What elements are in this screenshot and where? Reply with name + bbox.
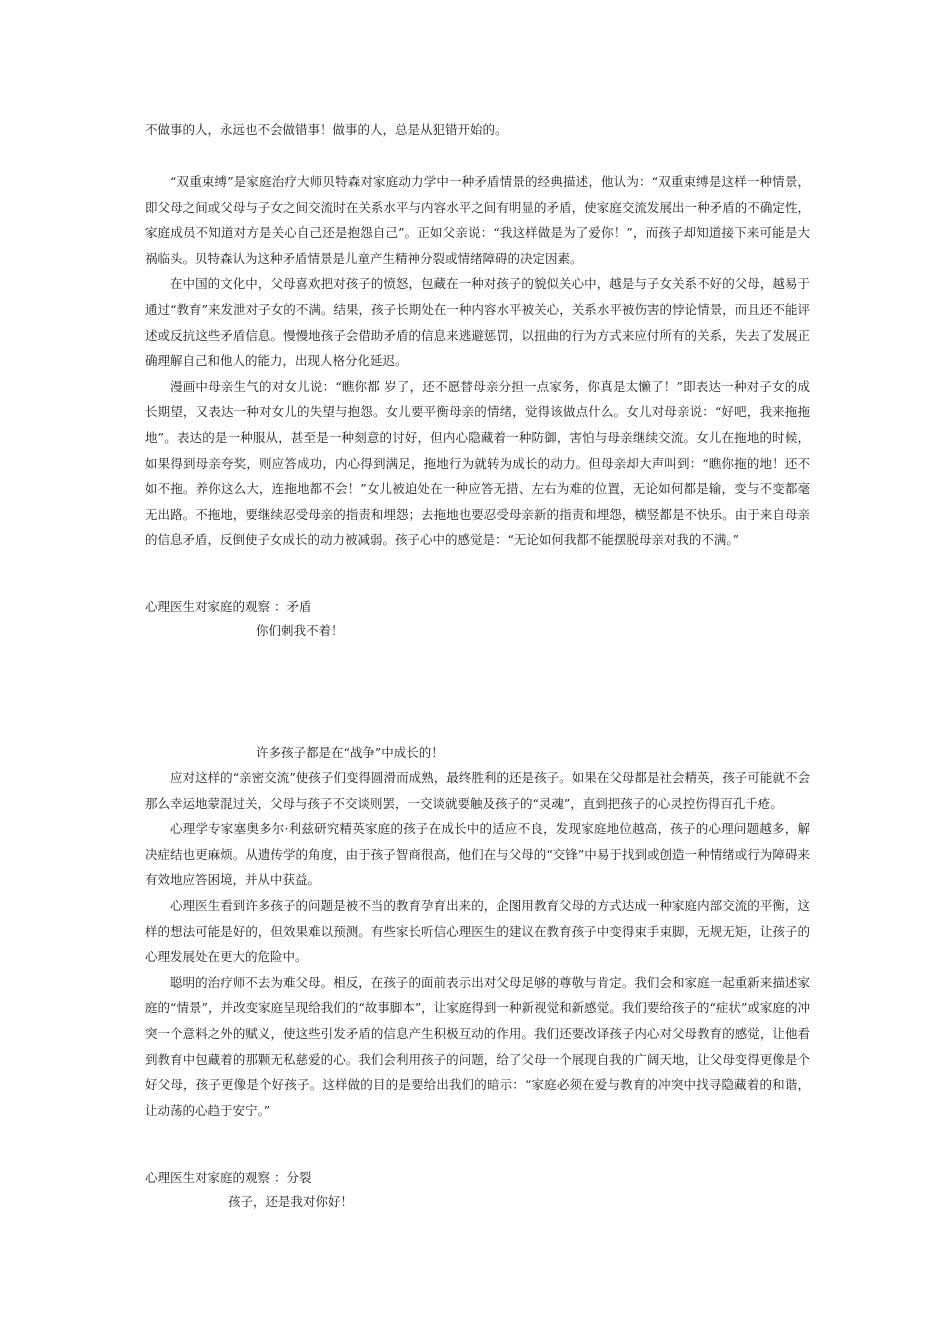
- paragraph: “双重束缚”是家庭治疗大师贝特森对家庭动力学中一种矛盾情景的经典描述，他认为：“双重束缚是这样一种情景，即父母之间或父母与子女之间交流时在关系水平与内容水平之间有明显的矛盾，使家庭交流发展出一种矛盾的不确定性，家庭成员不知道对方是关心自己还是抱怨自己”。正如父亲说：“我这样做是为了爱你！”，而孩子却知道接下来可能是大祸临头。贝特森认为这种矛盾情景是儿童产生精神分裂或情绪障碍的决定因素。: [145, 174, 810, 266]
- paragraph: 漫画中母亲生气的对女儿说：“瞧你都 岁了，还不愿替母亲分担一点家务，你真是太懒了！”即表达一种对子女的成长期望，又表达一种对女儿的失望与抱怨。女儿要平衡母亲的情绪，觉得该做点什么。女儿对母亲说：“好吧，我来拖拖地”。表达的是一种服从，甚至是一种刻意的讨好，但内心隐藏着一种防御，害怕与母亲继续交流。女儿在拖地的时候，如果得到母亲夸奖，则应答成功，内心得到满足，拖地行为就转为成长的动力。但母亲却大声叫到：“瞧你拖的地！还不如不拖。养你这么大，连拖地都不会！”女儿被迫处在一种应答无措、左右为难的位置，无论如何都是输，变与不变都毫无出路。不拖地，要继续忍受母亲的指责和埋怨；去拖地也要忍受母亲新的指责和埋怨，横竖都是不快乐。由于来自母亲的信息矛盾，反倒使子女成长的动力被减弱。孩子心中的感觉是：“无论如何我都不能摆脱母亲对我的不满。”: [145, 378, 810, 548]
- paragraph: 心理学专家塞奥多尔·利兹研究精英家庭的孩子在成长中的适应不良，发现家庭地位越高，孩子的心理问题越多，解决症结也更麻烦。从遗传学的角度，由于孩子智商很高，他们在与父母的“交锋”中易于找到或创造一种情绪或行为障碍来有效地应答困境，并从中获益。: [145, 821, 810, 888]
- section2-body: [145, 765, 810, 1123]
- paragraph: 心理医生看到许多孩子的问题是被不当的教育孕育出来的，企图用教育父母的方式达成一种家庭内部交流的平衡，这样的想法可能是好的，但效果难以预测。有些家长听信心理医生的建议在教育孩子中变得束手束脚，无规无矩，让孩子的心理发展处在更大的危险中。: [145, 897, 810, 965]
- section1-body: [145, 169, 810, 553]
- paragraph: 在中国的文化中，父母喜欢把对孩子的愤怒，包藏在一种对孩子的貌似关心中，越是与子女关系不好的父母，越易于通过“教育”来发泄对子女的不满。结果，孩子长期处在一种内容水平被关心，关系水平被伤害的悖论情景，而且还不能评述或反抗这些矛盾信息。慢慢地孩子会借助矛盾的信息来逃避惩罚，以扭曲的行为方式来应付所有的关系，失去了发展正确理解自己和他人的能力，出现人格分化延迟。: [145, 276, 810, 369]
- cartoon-caption: 孩子，还是我对你好！: [228, 1194, 354, 1209]
- paragraph: 应对这样的“亲密交流”使孩子们变得圆滑而成熟，最终胜利的还是孩子。如果在父母都是社会精英，孩子可能就不会那么幸运地蒙混过关，父母与孩子不交谈则罢，一交谈就要触及孩子的“灵魂”，直到把孩子的心灵控伤得百孔千疮。: [145, 770, 810, 811]
- cartoon-caption: 你们刺我不着！: [256, 623, 344, 638]
- paragraph: 聪明的治疗师不去为难父母。相反，在孩子的面前表示出对父母足够的尊敬与肯定。我们会和家庭一起重新来描述家庭的“情景”，并改变家庭呈现给我们的“故事脚本”，让家庭得到一种新视觉和新感觉。我们要给孩子的“症状”或家庭的冲突一个意料之外的赋义，使这些引发矛盾的信息产生积极互动的作用。我们还要改译孩子内心对父母教育的感觉，让他看到教育中包藏着的那颗无私慈爱的心。我们会利用孩子的问题，给了父母一个展现自我的广阔天地，让父母变得更像是个好父母，孩子更像是个好孩子。这样做的目的是要给出我们的暗示：“家庭必须在爱与教育的冲突中找寻隐藏着的和谐，让动荡的心趋于安宁。”: [145, 974, 810, 1118]
- section-heading-split: 心理医生对家庭的观察 ：分裂: [145, 1170, 312, 1185]
- intro-line: 不做事的人，永远也不会做错事！做事的人，总是从犯错开始的。: [145, 122, 508, 137]
- section-heading-contradiction: 心理医生对家庭的观察 ：矛盾: [145, 599, 312, 614]
- cartoon-caption: 许多孩子都是在“战争”中成长的！: [256, 745, 444, 760]
